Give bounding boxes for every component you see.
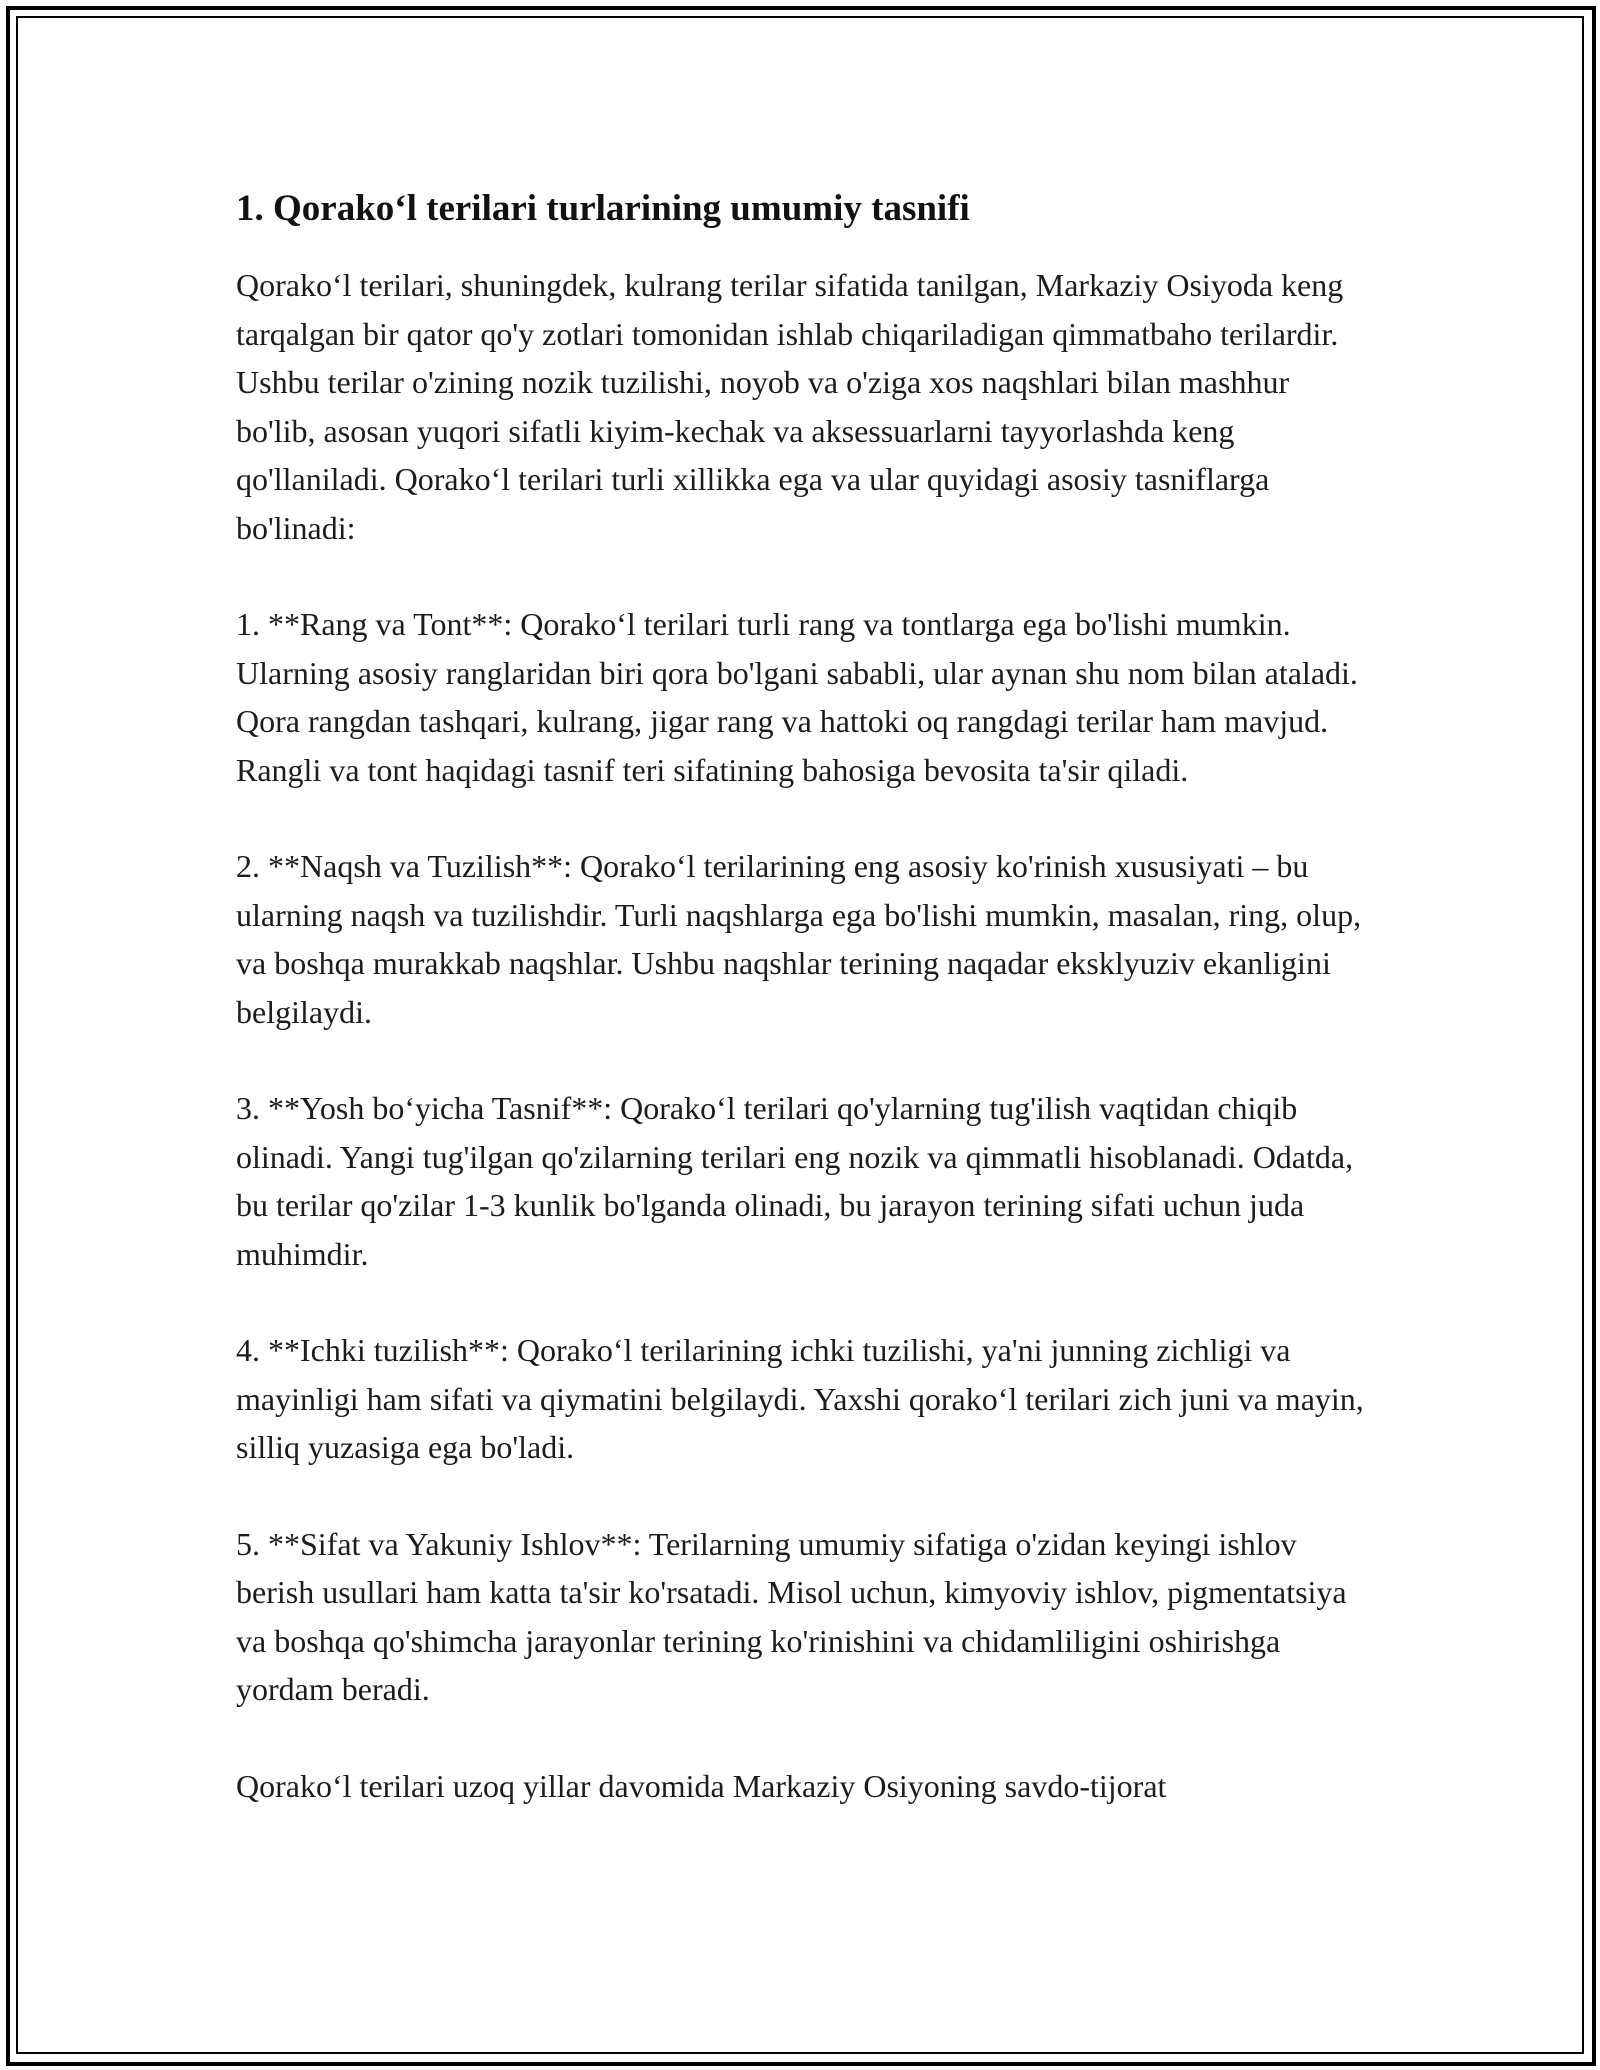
intro-paragraph: Qorako‘l terilari, shuningdek, kulrang terilar sifatida tanilgan, Markaziy Osiyoda keng tarqalgan bir qator qo'y zotlari tomonidan ishlab chiqariladigan qimmatbaho terilardir. Ushbu terilar o'zining nozik tuzilishi, noyob va o'ziga xos naqshlari bilan mashhur bo'lib, asosan yuqori sifatli kiyim-kechak va aksessuarlarni tayyorlashda keng qo'llaniladi. Qorako‘l terilari turli xillikka ega va ular quyidagi asosiy tasniflarga bo'linadi: [236, 267, 1344, 546]
document-body [236, 185, 1368, 1858]
item-ichki-tuzilish: 4. **Ichki tuzilish**: Qorako‘l terilarining ichki tuzilishi, ya'ni junning zichligi va mayinligi ham sifati va qiymatini belgilaydi. Yaxshi qorako‘l terilari zich juni va mayin, silliq yuzasiga ega bo'ladi. [236, 1332, 1364, 1465]
section-heading: 1. Qorako‘l terilari turlarining umumiy tasnifi [236, 188, 970, 229]
closing-paragraph: Qorako‘l terilari uzoq yillar davomida Markaziy Osiyoning savdo-tijorat [236, 1767, 1167, 1804]
item-naqsh-va-tuzilish: 2. **Naqsh va Tuzilish**: Qorako‘l terilarining eng asosiy ko'rinish xususiyati – bu ularning naqsh va tuzilishdir. Turli naqshlarga ega bo'lishi mumkin, masalan, ring, olup, va boshqa murakkab naqshlar. Ushbu naqshlar terining naqadar eksklyuziv ekanligini belgilaydi. [236, 848, 1362, 1030]
item-yosh-boyicha-tasnif: 3. **Yosh bo‘yicha Tasnif**: Qorako‘l terilari qo'ylarning tug'ilish vaqtidan chiqib olinadi. Yangi tug'ilgan qo'zilarning terilari eng nozik va qimmatli hisoblanadi. Odatda, bu terilar qo'zilar 1-3 kunlik bo'lganda olinadi, bu jarayon terining sifati uchun juda muhimdir. [236, 1090, 1354, 1272]
item-sifat-va-yakuniy-ishlov: 5. **Sifat va Yakuniy Ishlov**: Terilarning umumiy sifatiga o'zidan keyingi ishlov berish usullari ham katta ta'sir ko'rsatadi. Misol uchun, kimyoviy ishlov, pigmentatsiya va boshqa qo'shimcha jarayonlar terining ko'rinishini va chidamliligini oshirishga yordam beradi. [236, 1525, 1347, 1707]
item-rang-va-tont: 1. **Rang va Tont**: Qorako‘l terilari turli rang va tontlarga ega bo'lishi mumkin. Ularning asosiy ranglaridan biri qora bo'lgani sababli, ular aynan shu nom bilan ataladi. Qora rangdan tashqari, kulrang, jigar rang va hattoki oq rangdagi terilar ham mavjud. Rangli va tont haqidagi tasnif teri sifatining bahosiga bevosita ta'sir qiladi. [236, 606, 1358, 788]
